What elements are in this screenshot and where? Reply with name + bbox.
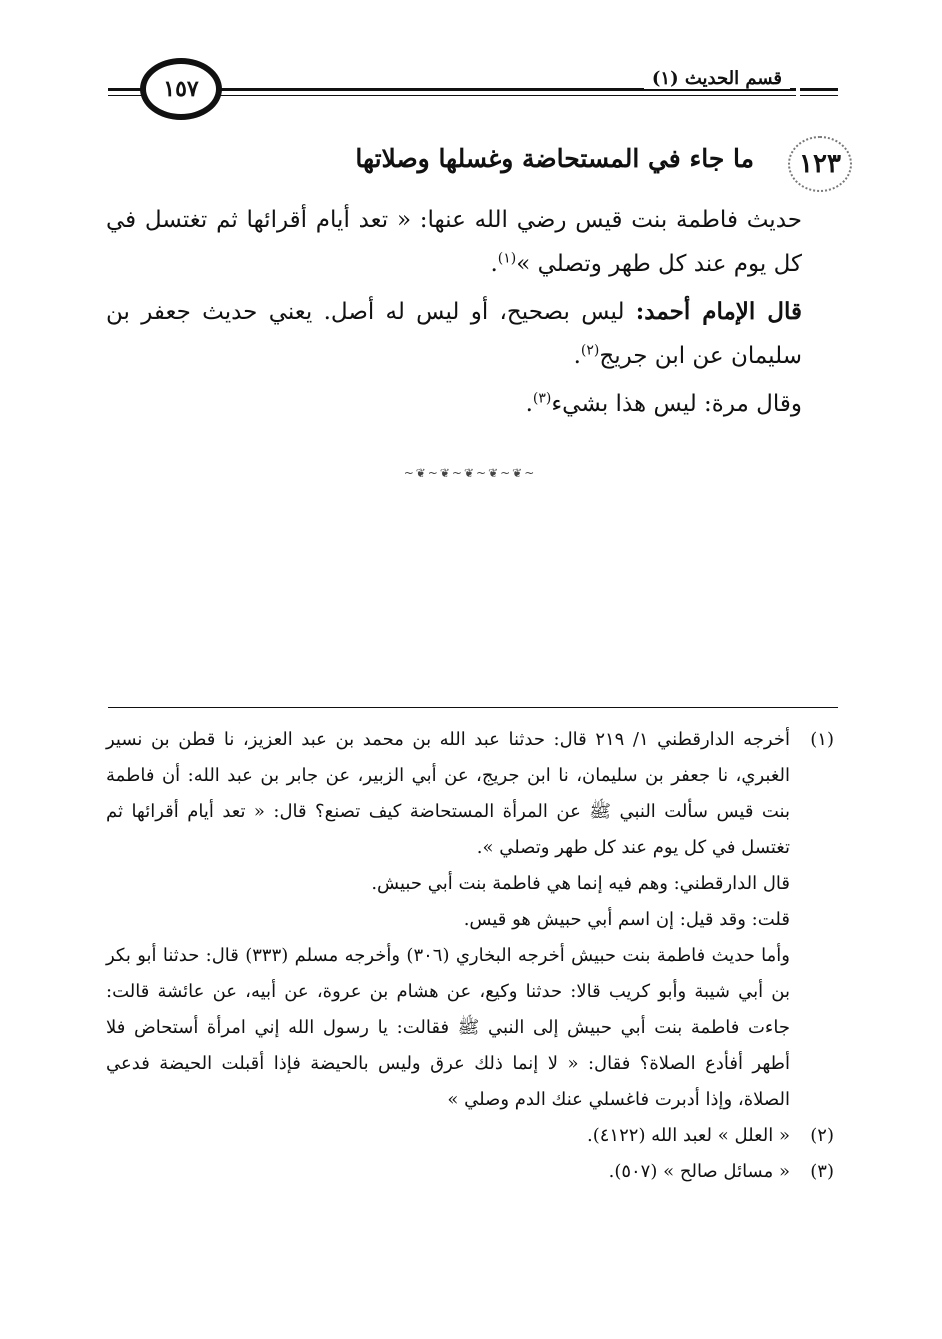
footnote-2: [106, 1118, 834, 1154]
footnotes: [106, 722, 834, 1190]
footnote-line: وأما حديث فاطمة بنت حبيش أخرجه البخاري (٣٠٦) وأخرجه مسلم (٣٣٣) قال: حدثنا أبو بكر بن أبي شيبة وأبو كريب قالا: حدثنا وكيع، عن هشام بن عروة، عن أبيه، عن عائشة قالت: جاءت فاطمة بنت أبي حبيش إلى النبي ﷺ فقالت: يا رسول الله إني امرأة أستحاض فلا أطهر أفأدع الصلاة؟ فقال: « لا إنما ذلك عرق وليس بالحيضة فإذا أقبلت الحيضة فدعي الصلاة، وإذا أدبرت فاغسلي عنك الدم وصلي »: [106, 945, 790, 1110]
imam-ahmad-lead: قال الإمام أحمد:: [635, 298, 802, 325]
running-title: قسم الحديث (١): [644, 68, 790, 89]
header-rule-right-thin: [800, 95, 838, 96]
footnote-body: [106, 1118, 790, 1154]
another-time-text: وقال مرة: ليس هذا بشيء: [551, 391, 802, 417]
footnote-ref-3: (٣): [532, 390, 552, 407]
main-text: [106, 198, 834, 430]
header-rule-main-thin: [216, 95, 796, 96]
footnote-line: قال الدارقطني: وهم فيه إنما هي فاطمة بنت أبي حبيش.: [371, 873, 790, 894]
footnote-number: (٣): [810, 1161, 834, 1182]
footnote-separator: [108, 707, 838, 708]
section-title: ما جاء في المستحاضة وغسلها وصلاتها: [355, 144, 754, 173]
page-number: ١٥٧: [140, 58, 222, 120]
footnote-number: (١): [810, 729, 834, 750]
footnote-3: [106, 1154, 834, 1190]
footnote-ref-2: (٢): [580, 342, 600, 359]
header-rule-right: [800, 88, 838, 91]
footnote-line: « العلل » لعبد الله (٤١٢٢).: [587, 1125, 790, 1146]
hadith-text: حديث فاطمة بنت قيس رضي الله عنها: « تعد أيام أقرائها ثم تغتسل في كل يوم عند كل طهر وتصلي »: [106, 207, 802, 277]
footnote-ref-1: (١): [497, 250, 517, 267]
footnote-body: [106, 722, 790, 1118]
footnote-number: (٢): [810, 1125, 834, 1146]
paragraph-hadith: حديث فاطمة بنت قيس رضي الله عنها: « تعد أيام أقرائها ثم تغتسل في كل يوم عند كل طهر وتصلي »$^{(١)}$.: [106, 207, 802, 277]
page-header: [108, 58, 838, 128]
footnote-line: « مسائل صالح » (٥٠٧).: [608, 1161, 790, 1182]
paragraph-imam-ahmad: قال الإمام أحمد: ليس بصحيح، أو ليس له أصل. يعني حديث جعفر بن سليمان عن ابن جريج$^{(٢)}$.: [106, 298, 802, 369]
footnote-body: [106, 1154, 790, 1190]
section-heading: [196, 140, 846, 190]
footnote-line: قلت: وقد قيل: إن اسم أبي حبيش هو قيس.: [463, 909, 790, 930]
imam-ahmad-text: ليس بصحيح، أو ليس له أصل. يعني حديث جعفر بن سليمان عن ابن جريج: [106, 299, 802, 369]
ornament-divider: ~❦~❦~❦~❦~❦~: [403, 466, 537, 480]
footnote-1: [106, 722, 834, 1118]
paragraph-another-time: وقال مرة: ليس هذا بشيء$^{(٣)}$.: [525, 390, 802, 417]
footnote-line: أخرجه الدارقطني ١/ ٢١٩ قال: حدثنا عبد الله بن محمد بن عبد العزيز، نا قطن بن نسير الغبري، نا جعفر بن سليمان، نا ابن جريج، عن أبي الزبير، عن جابر بن عبد الله: أن فاطمة بنت قيس سألت النبي ﷺ عن المرأة المستحاضة كيف تصنع؟ قال: « تعد أيام أقرائها ثم تغتسل في كل يوم عند كل طهر وتصلي ».: [106, 729, 790, 858]
section-number-badge: ١٢٣: [788, 136, 852, 192]
